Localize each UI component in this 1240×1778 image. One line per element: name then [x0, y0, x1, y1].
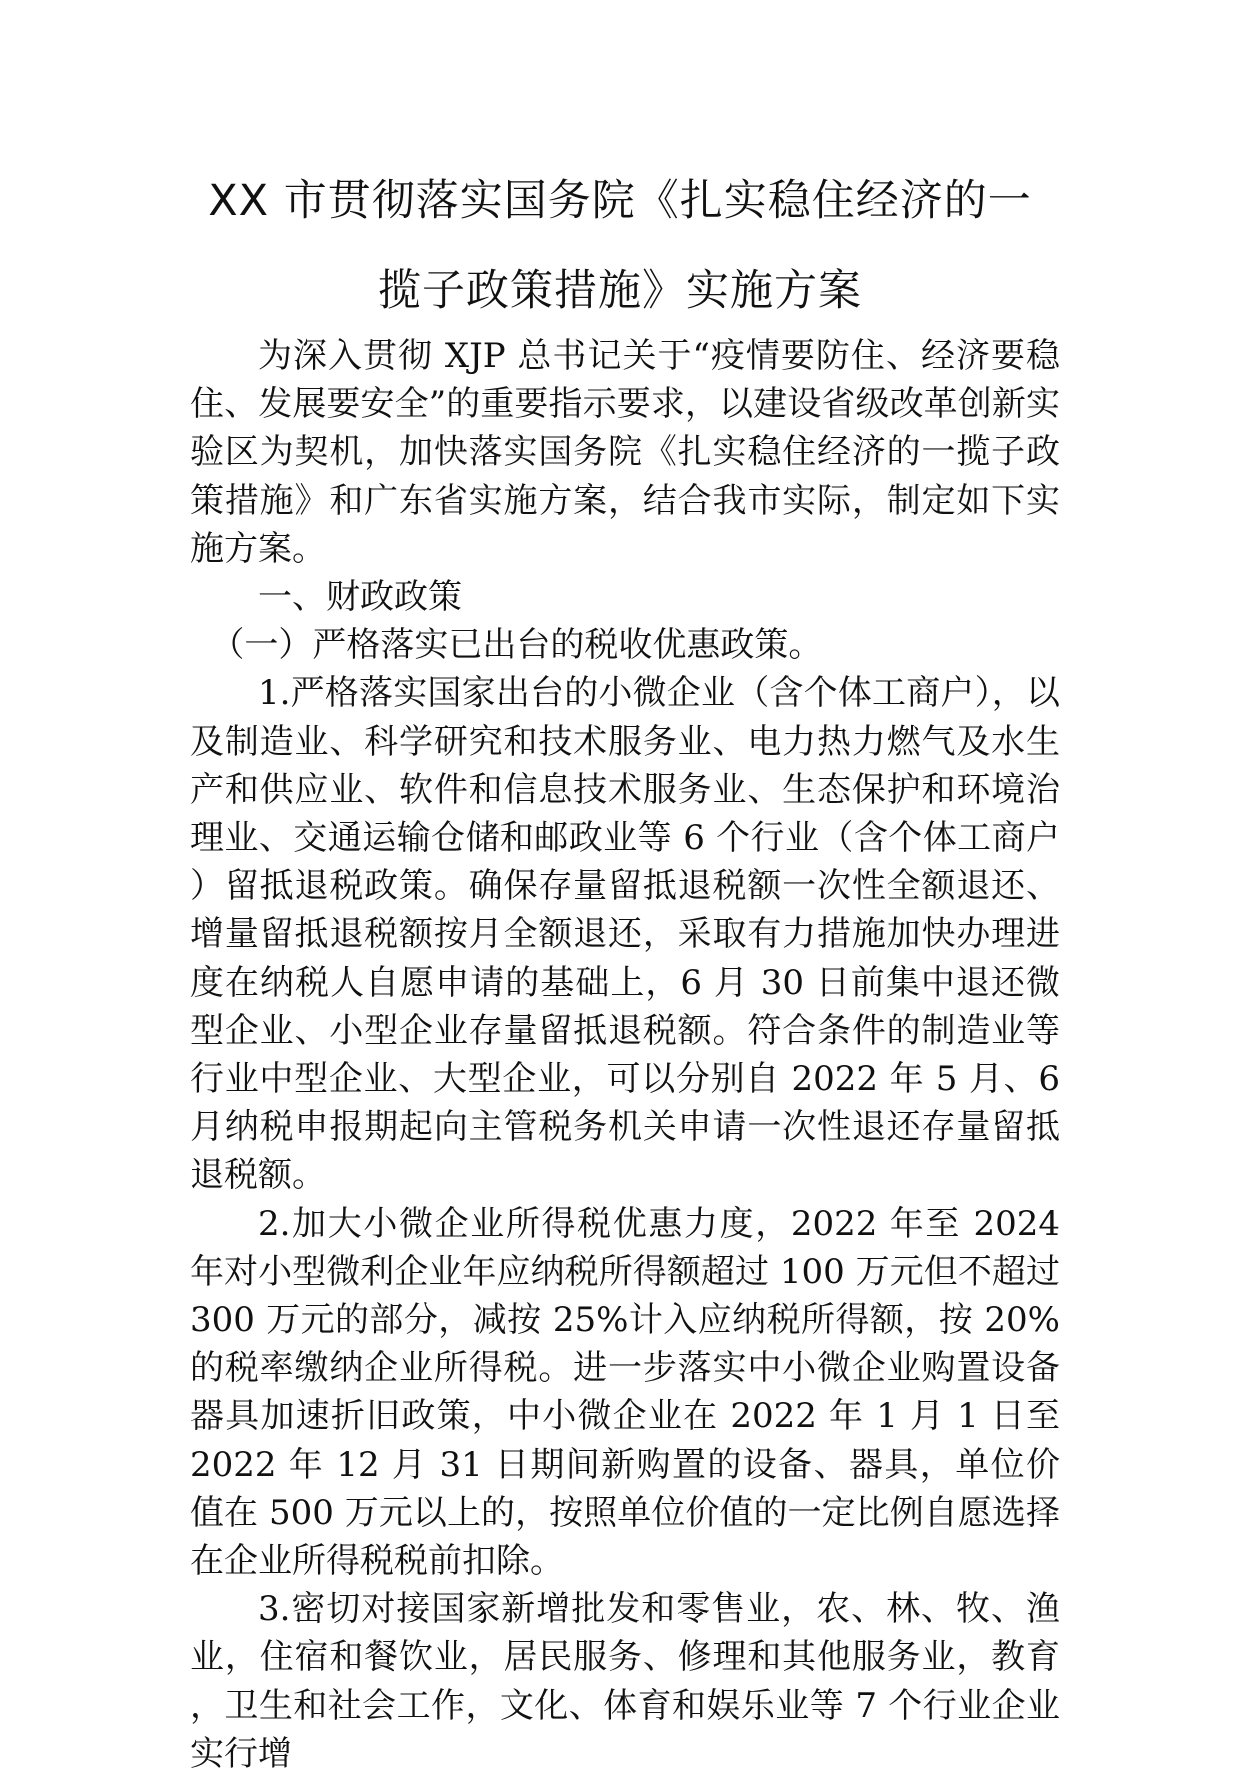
paragraph-item-3: 3.密切对接国家新增批发和零售业，农、林、牧、渔业，住宿和餐饮业，居民服务、修理和其他服务业，教育，卫生和社会工作，文化、体育和娱乐业等 7 个行业企业实行增	[190, 1589, 1060, 1774]
paragraph-item-1: 1.严格落实国家出台的小微企业（含个体工商户），以及制造业、科学研究和技术服务业、电力热力燃气及水生产和供应业、软件和信息技术服务业、生态保护和环境治理业、交通运输仓储和邮政业等 6 个行业（含个体工商户）留抵退税政策。确保存量留抵退税额一次性全额退还、增量留抵退税额按月全额退还，采取有力措施加快办理进度在纳税人自愿申请的基础上，6 月 30 日前集中退还微型企业、小型企业存量留抵退税额。符合条件的制造业等行业中型企业、大型企业，可以分别自 2022 年 5 月、6 月纳税申报期起向主管税务机关申请一次性退还存量留抵退税额。	[190, 673, 1060, 1196]
document-body	[190, 332, 1060, 1778]
document-title-line-1: XX 市贯彻落实国务院《扎实稳住经济的一	[208, 176, 1032, 226]
paragraph-item-2: 2.加大小微企业所得税优惠力度，2022 年至 2024 年对小型微利企业年应纳税所得额超过 100 万元但不超过 300 万元的部分，减按 25%计入应纳税所得额，按 20%的税率缴纳企业所得税。进一步落实中小微企业购置设备器具加速折旧政策，中小微企业在 2022 年 1 月 1 日至 2022 年 12 月 31 日期间新购置的设备、器具，单位价值在 500 万元以上的，按照单位价值的一定比例自愿选择在企业所得税税前扣除。	[190, 1203, 1060, 1582]
document-title-line-2: 揽子政策措施》实施方案	[378, 266, 862, 316]
section-heading-fiscal-policy: 一、财政政策	[258, 577, 462, 618]
subsection-heading-tax-policy: （一）严格落实已出台的税收优惠政策。	[210, 625, 823, 666]
intro-paragraph: 为深入贯彻 XJP 总书记关于“疫情要防住、经济要稳住、发展要安全”的重要指示要求，以建设省级改革创新实验区为契机，加快落实国务院《扎实稳住经济的一揽子政策措施》和广东省实施方案，结合我市实际，制定如下实施方案。	[190, 336, 1060, 569]
